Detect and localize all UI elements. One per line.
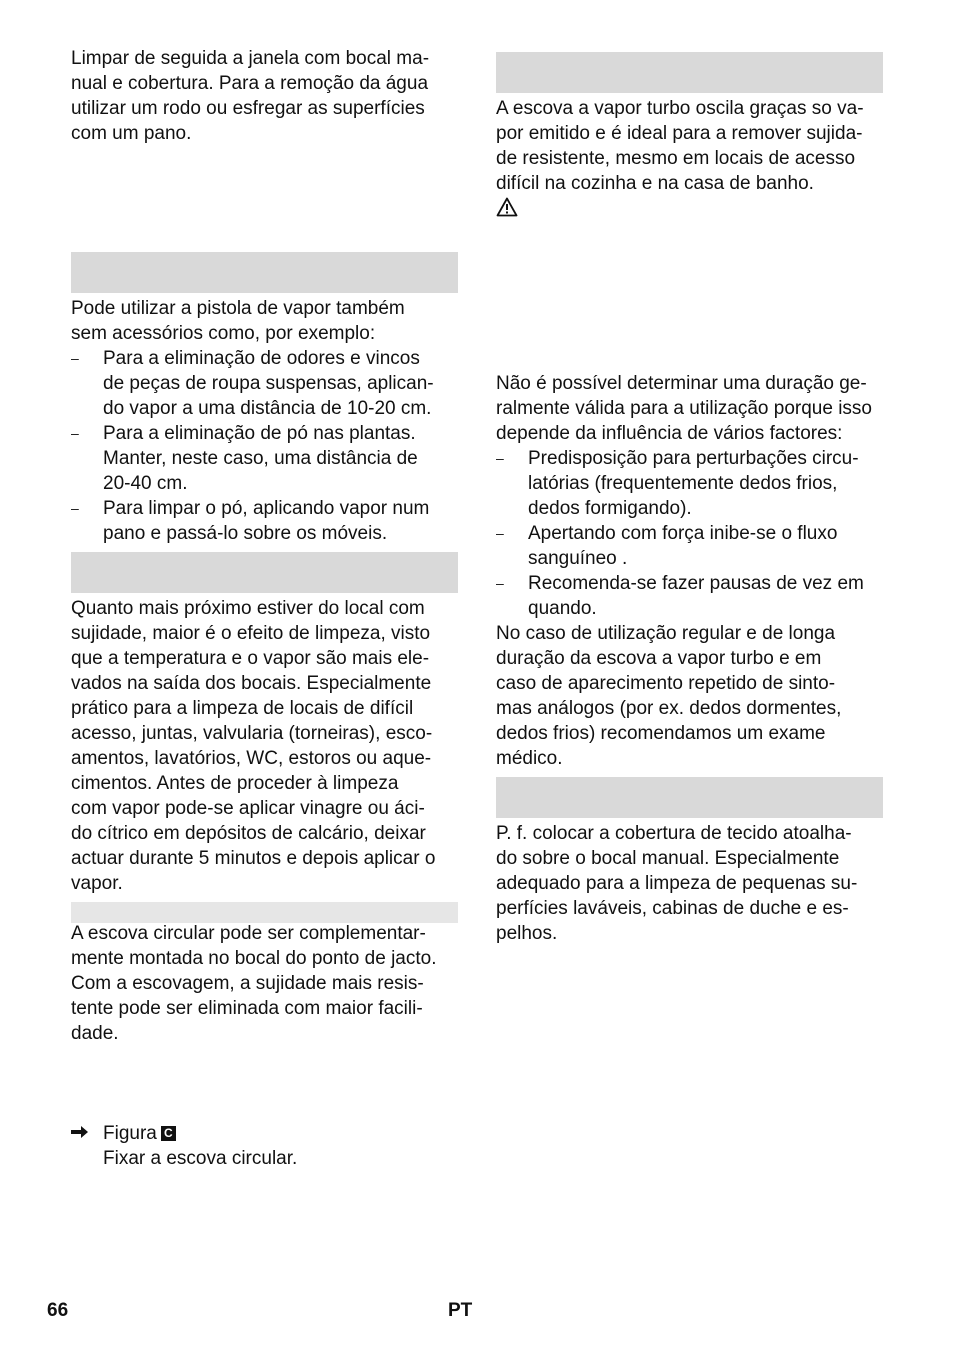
list-marker: – xyxy=(496,450,504,466)
text-line: dade. xyxy=(71,1023,119,1044)
section-heading-bar xyxy=(496,52,883,93)
text-line: actuar durante 5 minutos e depois aplicar o xyxy=(71,848,436,869)
figure-label: Figura xyxy=(103,1123,157,1144)
text-line: Não é possível determinar uma duração ge- xyxy=(496,373,867,394)
text-line: de resistente, mesmo em locais de acesso xyxy=(496,148,856,169)
page-number: 66 xyxy=(47,1300,69,1321)
text-line: vapor. xyxy=(71,873,123,894)
text-line: acesso, juntas, valvularia (torneiras), esco- xyxy=(71,723,433,744)
text-line: Para a eliminação de pó nas plantas. xyxy=(103,423,416,444)
list-marker: – xyxy=(71,425,79,441)
list-marker: – xyxy=(496,575,504,591)
text-line: Apertando com força inibe-se o fluxo xyxy=(528,523,838,544)
left-paragraph-1 xyxy=(71,46,429,146)
text-line: médico. xyxy=(496,748,563,769)
text-line: que a temperatura e o vapor são mais ele- xyxy=(71,648,430,669)
text-line: Com a escovagem, a sujidade mais resis- xyxy=(71,973,424,994)
text-line: difícil na cozinha e na casa de banho. xyxy=(496,173,814,194)
text-line: do cítrico em depósitos de calcário, deixar xyxy=(71,823,426,844)
text-line: dedos frios) recomendamos um exame xyxy=(496,723,826,744)
text-line: 20-40 cm. xyxy=(103,473,188,494)
section-heading-bar xyxy=(71,552,458,593)
text-line: mente montada no bocal do ponto de jacto. xyxy=(71,948,437,969)
text-line: Para a eliminação de odores e vincos xyxy=(103,348,420,369)
text-line: ralmente válida para a utilização porque isso xyxy=(496,398,872,419)
list-item xyxy=(496,446,859,521)
text-line: cimentos. Antes de proceder à limpeza xyxy=(71,773,399,794)
text-line: com um pano. xyxy=(71,123,192,144)
text-line: sem acessórios como, por exemplo: xyxy=(71,323,376,344)
text-line: do sobre o bocal manual. Especialmente xyxy=(496,848,840,869)
text-line: pelhos. xyxy=(496,923,558,944)
left-paragraph-4 xyxy=(71,921,436,1046)
figure-reference xyxy=(71,1121,176,1146)
list-item xyxy=(496,521,838,571)
text-line: do vapor a uma distância de 10-20 cm. xyxy=(103,398,432,419)
text-line: Predisposição para perturbações circu- xyxy=(528,448,859,469)
text-line: caso de aparecimento repetido de sinto- xyxy=(496,673,836,694)
warning-triangle-icon xyxy=(496,197,518,222)
text-line: A escova a vapor turbo oscila graças so va- xyxy=(496,98,864,119)
text-line: perfícies laváveis, cabinas de duche e es- xyxy=(496,898,849,919)
text-line: nual e cobertura. Para a remoção da água xyxy=(71,73,429,94)
text-line: Para limpar o pó, aplicando vapor num xyxy=(103,498,430,519)
text-line: amentos, lavatórios, WC, estoros ou aque- xyxy=(71,748,432,769)
text-line: Manter, neste caso, uma distância de xyxy=(103,448,418,469)
text-line: sujidade, maior é o efeito de limpeza, visto xyxy=(71,623,431,644)
text-line: Recomenda-se fazer pausas de vez em xyxy=(528,573,864,594)
list-item xyxy=(71,496,430,546)
text-line: latórias (frequentemente dedos frios, xyxy=(528,473,838,494)
section-heading-bar xyxy=(71,252,458,293)
text-line: pano e passá-lo sobre os móveis. xyxy=(103,523,388,544)
text-line: P. f. colocar a cobertura de tecido atoalha- xyxy=(496,823,852,844)
text-line: A escova circular pode ser complementar- xyxy=(71,923,426,944)
text-line: com vapor pode-se aplicar vinagre ou áci- xyxy=(71,798,425,819)
text-line: No caso de utilização regular e de longa xyxy=(496,623,836,644)
text-line: Pode utilizar a pistola de vapor também xyxy=(71,298,405,319)
text-line: vados na saída dos bocais. Especialmente xyxy=(71,673,432,694)
list-marker: – xyxy=(496,525,504,541)
text-line: adequado para a limpeza de pequenas su- xyxy=(496,873,858,894)
left-paragraph-3 xyxy=(71,596,435,896)
arrow-right-icon xyxy=(71,1121,93,1146)
text-line: utilizar um rodo ou esfregar as superfícies xyxy=(71,98,425,119)
text-line: mas análogos (por ex. dedos dormentes, xyxy=(496,698,842,719)
text-line: duração da escova a vapor turbo e em xyxy=(496,648,822,669)
text-line: Limpar de seguida a janela com bocal ma- xyxy=(71,48,430,69)
text-line: dedos formigando). xyxy=(528,498,692,519)
right-paragraph-3 xyxy=(496,621,841,771)
text-line: prático para a limpeza de locais de difícil xyxy=(71,698,414,719)
text-line: tente pode ser eliminada com maior facili- xyxy=(71,998,423,1019)
text-line: por emitido e é ideal para a remover sujida- xyxy=(496,123,863,144)
text-line: sanguíneo . xyxy=(528,548,628,569)
right-paragraph-4 xyxy=(496,821,857,946)
list-item xyxy=(496,571,864,621)
list-item xyxy=(71,421,418,496)
text-line: de peças de roupa suspensas, aplican- xyxy=(103,373,434,394)
figure-instruction: Fixar a escova circular. xyxy=(103,1148,298,1169)
subsection-heading-bar xyxy=(71,902,458,923)
section-heading-bar xyxy=(496,777,883,818)
list-marker: – xyxy=(71,500,79,516)
language-code: PT xyxy=(448,1300,473,1321)
right-paragraph-2 xyxy=(496,371,872,446)
text-line: Quanto mais próximo estiver do local com xyxy=(71,598,425,619)
figure-letter-badge: C xyxy=(161,1126,176,1141)
text-line: quando. xyxy=(528,598,597,619)
right-paragraph-1 xyxy=(496,96,864,196)
list-item xyxy=(71,346,434,421)
text-line: depende da influência de vários factores: xyxy=(496,423,843,444)
list-marker: – xyxy=(71,350,79,366)
left-paragraph-2 xyxy=(71,296,405,346)
